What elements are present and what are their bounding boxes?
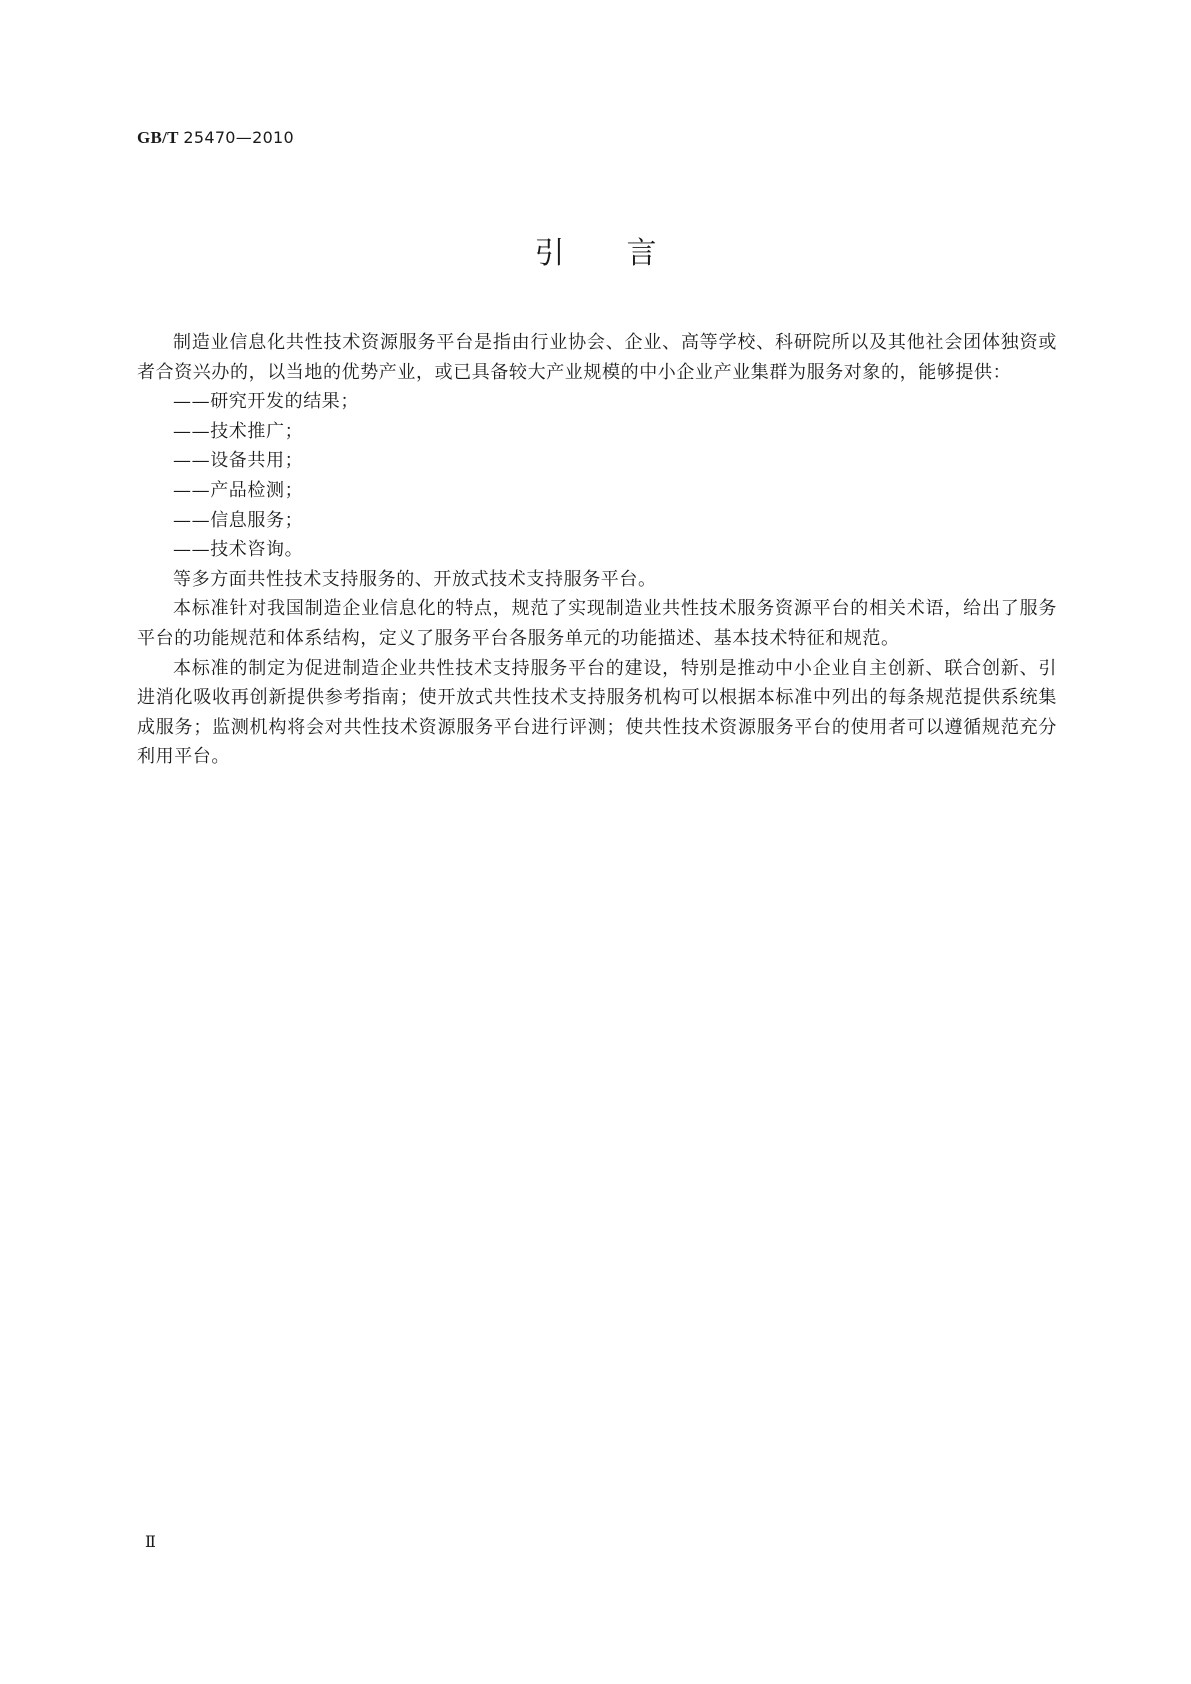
summary-paragraph: 等多方面共性技术支持服务的、开放式技术支持服务平台。 — [173, 568, 657, 590]
page-number: Ⅱ — [145, 1534, 156, 1551]
list-item: ——设备共用； — [173, 450, 304, 472]
standard-code — [137, 128, 294, 148]
list-item: ——技术咨询。 — [173, 539, 304, 561]
scope-paragraph: 本标准针对我国制造企业信息化的特点，规范了实现制造业共性技术服务资源平台的相关术语，给出了服务平台的功能规范和体系结构，定义了服务平台各服务单元的功能描述、基本技术特征和规范。 — [137, 598, 1057, 649]
intro-paragraph: 制造业信息化共性技术资源服务平台是指由行业协会、企业、高等学校、科研院所以及其他社会团体独资或者合资兴办的，以当地的优势产业，或已具备较大产业规模的中小企业产业集群为服务对象的，能够提供： — [137, 332, 1057, 383]
list-item: ——研究开发的结果； — [173, 391, 359, 413]
purpose-paragraph: 本标准的制定为促进制造企业共性技术支持服务平台的建设，特别是推动中小企业自主创新、联合创新、引进消化吸收再创新提供参考指南；使开放式共性技术支持服务机构可以根据本标准中列出的每条规范提供系统集成服务；监测机构将会对共性技术资源服务平台进行评测；使共性技术资源服务平台的使用者可以遵循规范充分利用平台。 — [137, 657, 1057, 768]
list-item: ——信息服务； — [173, 509, 304, 531]
standard-number: 25470—2010 — [183, 128, 295, 147]
document-body — [137, 328, 1057, 772]
list-item: ——产品检测； — [173, 479, 304, 501]
list-item: ——技术推广； — [173, 420, 304, 442]
page-title: 引言 — [534, 236, 719, 271]
standard-prefix: GB/T — [137, 128, 179, 147]
